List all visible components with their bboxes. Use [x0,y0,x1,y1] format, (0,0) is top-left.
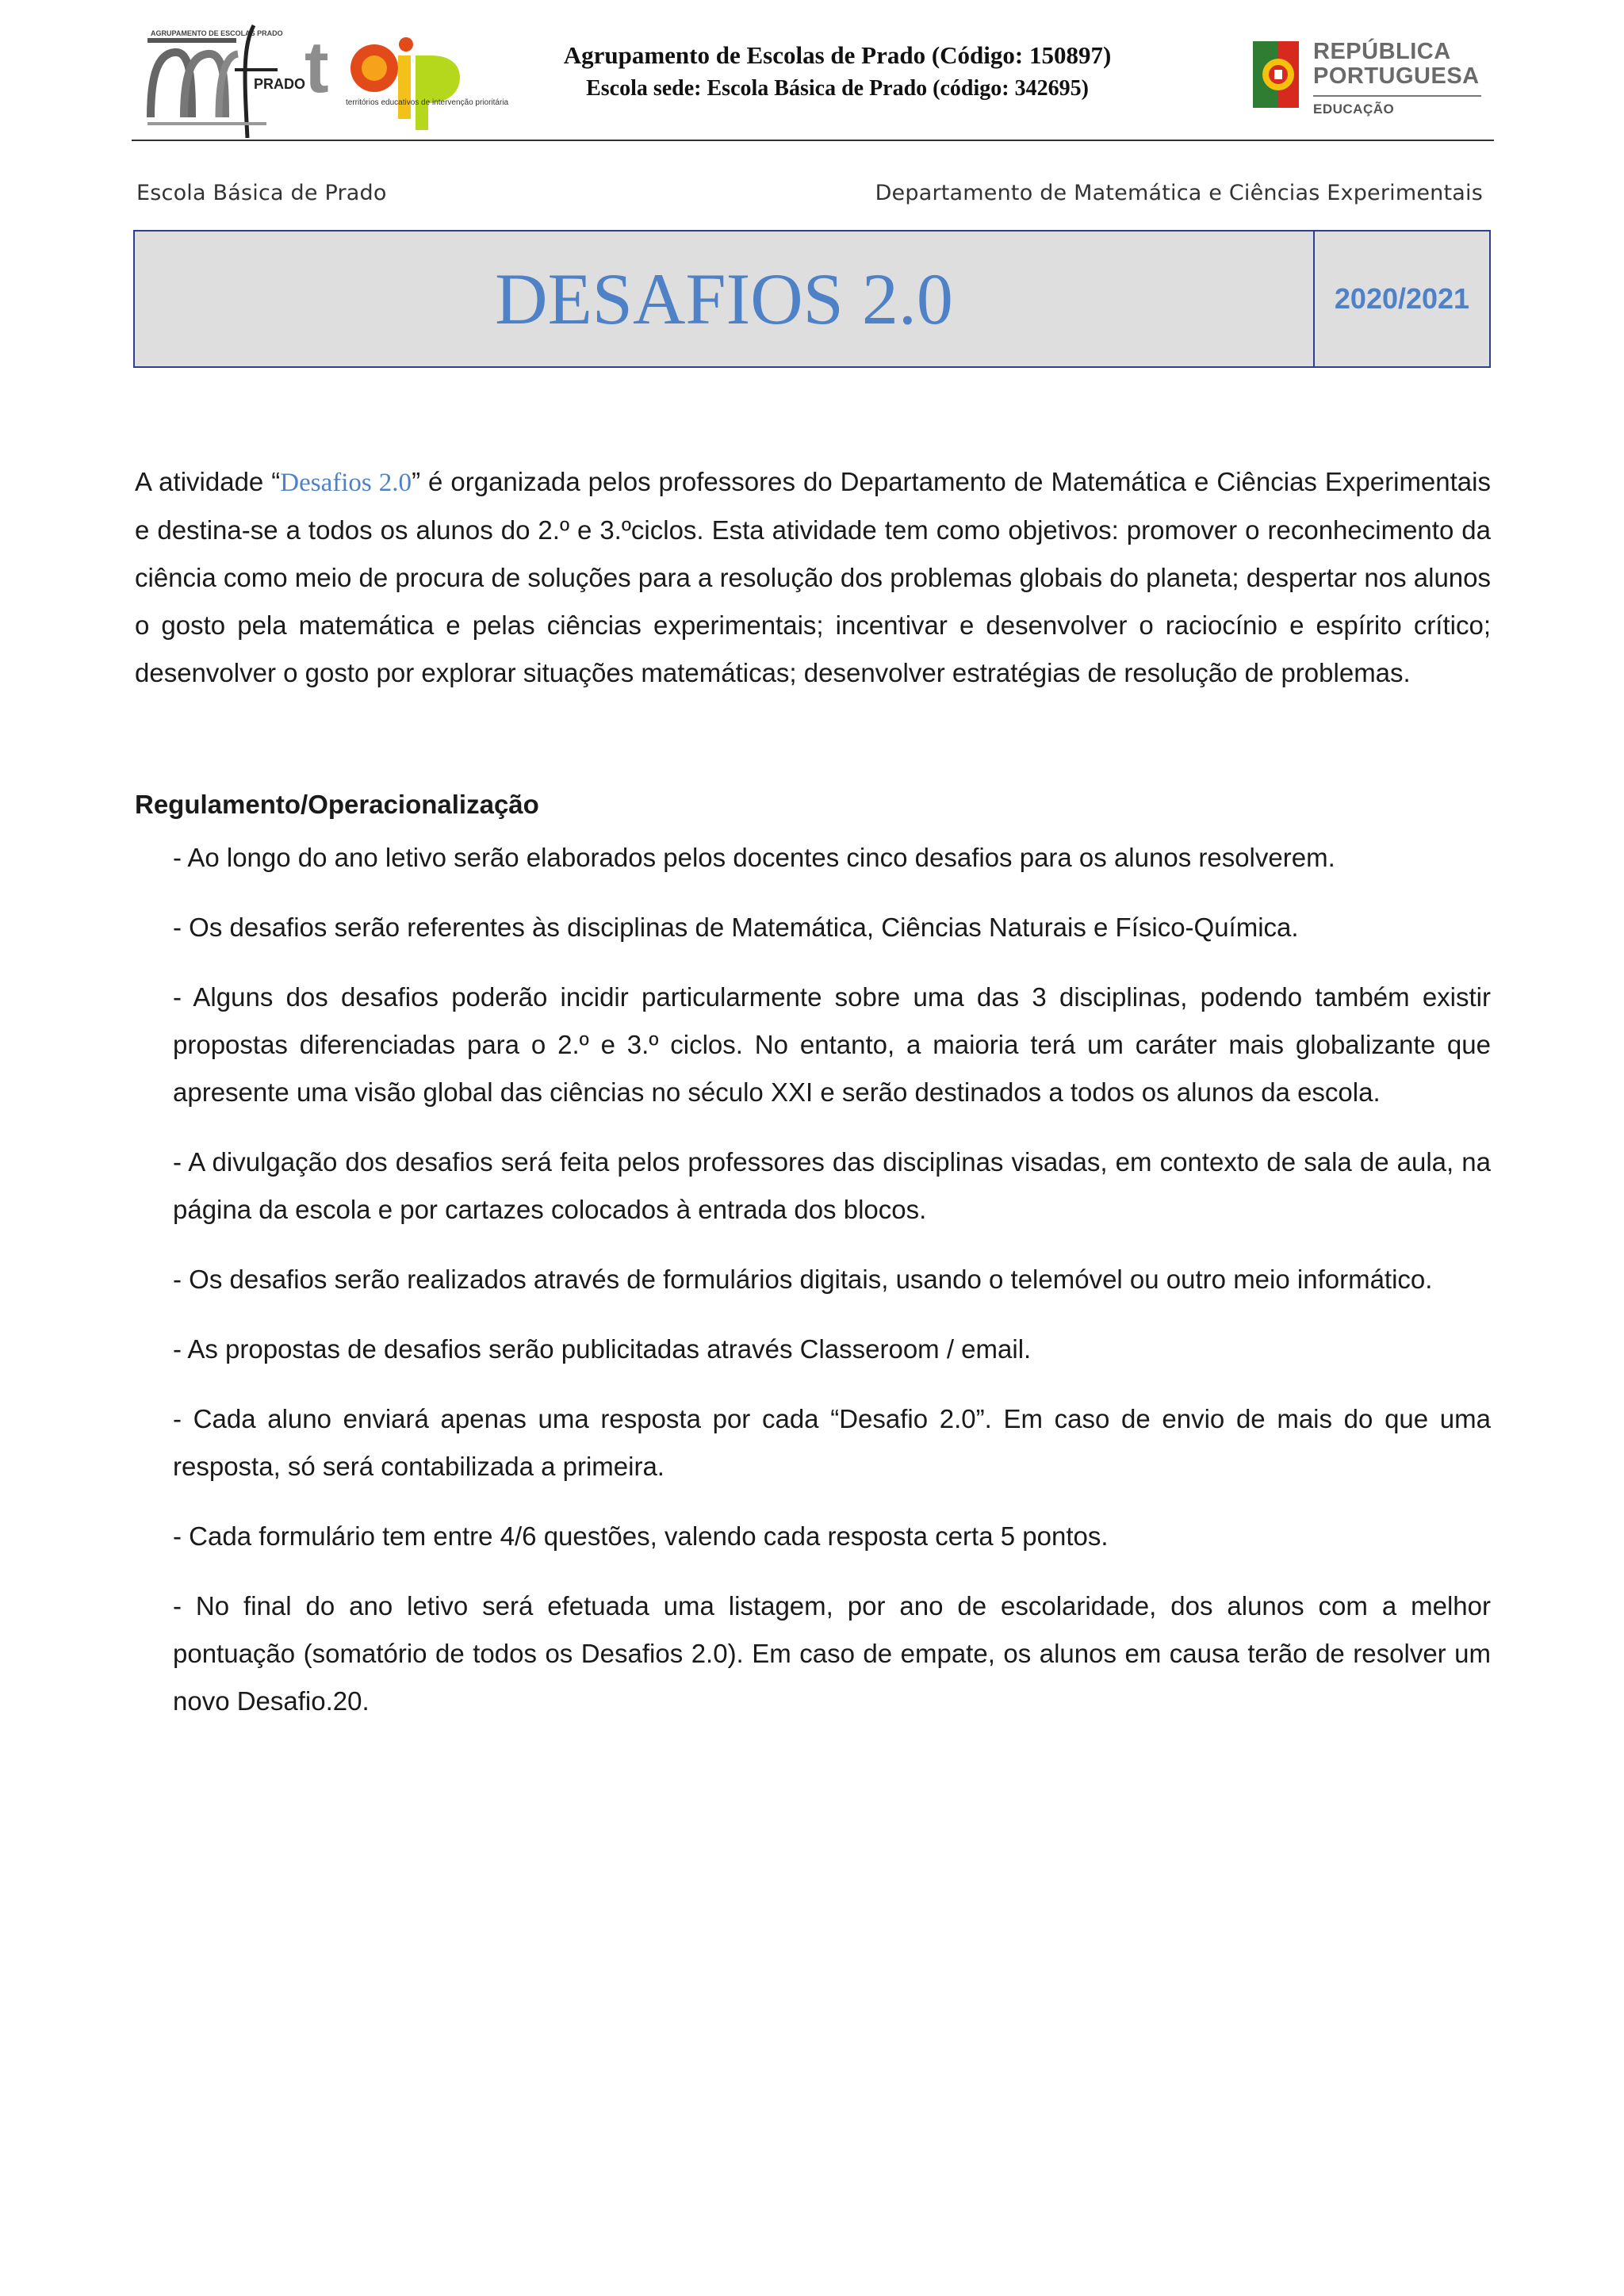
header-title [560,41,1115,101]
portugal-emblem-icon [1250,38,1302,111]
agrupamento-logo [143,22,306,140]
page-header [132,19,1494,138]
svg-text:t: t [304,27,329,108]
section-title: Regulamento/Operacionalização [135,790,539,819]
rule-item: - Cada aluno enviará apenas uma resposta por cada “Desafio 2.0”. Em caso de envio de mais do que uma resposta, só será contabilizada a primeira. [173,1404,1491,1481]
teip-logo [304,27,509,138]
activity-name-highlight: Desafios 2.0 [280,469,412,497]
svg-text:AGRUPAMENTO DE ESCOLAS PRADO: AGRUPAMENTO DE ESCOLAS PRADO [151,29,283,37]
header-divider [132,140,1494,141]
rule-item: - Os desafios serão referentes às disciplinas de Matemática, Ciências Naturais e Físico-Química. [173,913,1299,942]
header-title-line1: Agrupamento de Escolas de Prado (Código: 150897) [563,41,1112,69]
rule-item: - No final do ano letivo será efetuada uma listagem, por ano de escolaridade, dos alunos com a melhor pontuação (somatório de todos os Desafios 2.0). Em caso de empate, os alunos em causa terão de resolver um novo Desafio.20. [173,1591,1491,1716]
department-name: Departamento de Matemática e Ciências Experimentais [875,181,1483,205]
svg-text:territórios educativos de inte: territórios educativos de intervenção prioritária [346,98,509,107]
rule-item: - Cada formulário tem entre 4/6 questões, valendo cada resposta certa 5 pontos. [173,1521,1109,1551]
title-box [133,230,1491,368]
rule-item: - As propostas de desafios serão publicitadas através Classeroom / email. [173,1334,1032,1364]
header-title-line2: Escola sede: Escola Básica de Prado (código: 342695) [586,76,1089,101]
svg-text:PRADO: PRADO [254,76,306,92]
rule-item: - Alguns dos desafios poderão incidir particularmente sobre uma das 3 disciplinas, podendo também existir propostas diferenciadas para o 2.º e 3.º ciclos. No entanto, a maioria terá um caráter mais globalizante que apresente uma visão global das ciências no século XXI e serão destinados a todos os alunos da escola. [173,982,1491,1107]
rules-list [173,834,1491,1747]
republica-portuguesa-logo [1250,35,1488,130]
school-year: 2020/2021 [1334,282,1470,315]
republica-portuguesa-wordmark: REPÚBLICA PORTUGUESA EDUCAÇÃO [1313,40,1481,117]
intro-paragraph: A atividade “Desafios 2.0” é organizada pelos professores do Departamento de Matemática e Ciências Experimentais e destina-se a todos os alunos do 2.º e 3.ºciclos. Esta atividade tem como objetivos: promover o reconhecimento da ciência como meio de procura de soluções para a resolução dos problemas globais do planeta; despertar nos alunos o gosto pela matemática e pelas ciências experimentais; incentivar e desenvolver o raciocínio e espírito crítico; desenvolver o gosto por explorar situações matemáticas; desenvolver estratégias de resolução de problemas. [135,467,1491,687]
school-name: Escola Básica de Prado [136,181,387,205]
rule-item: - Ao longo do ano letivo serão elaborados pelos docentes cinco desafios para os alunos resolverem. [173,843,1335,872]
rule-item: - Os desafios serão realizados através de formulários digitais, usando o telemóvel ou outro meio informático. [173,1265,1433,1294]
document-title: DESAFIOS 2.0 [135,232,1315,366]
rule-item: - A divulgação dos desafios será feita pelos professores das disciplinas visadas, em contexto de sala de aula, na página da escola e por cartazes colocados à entrada dos blocos. [173,1147,1491,1224]
wordmark-divider [1313,95,1481,97]
